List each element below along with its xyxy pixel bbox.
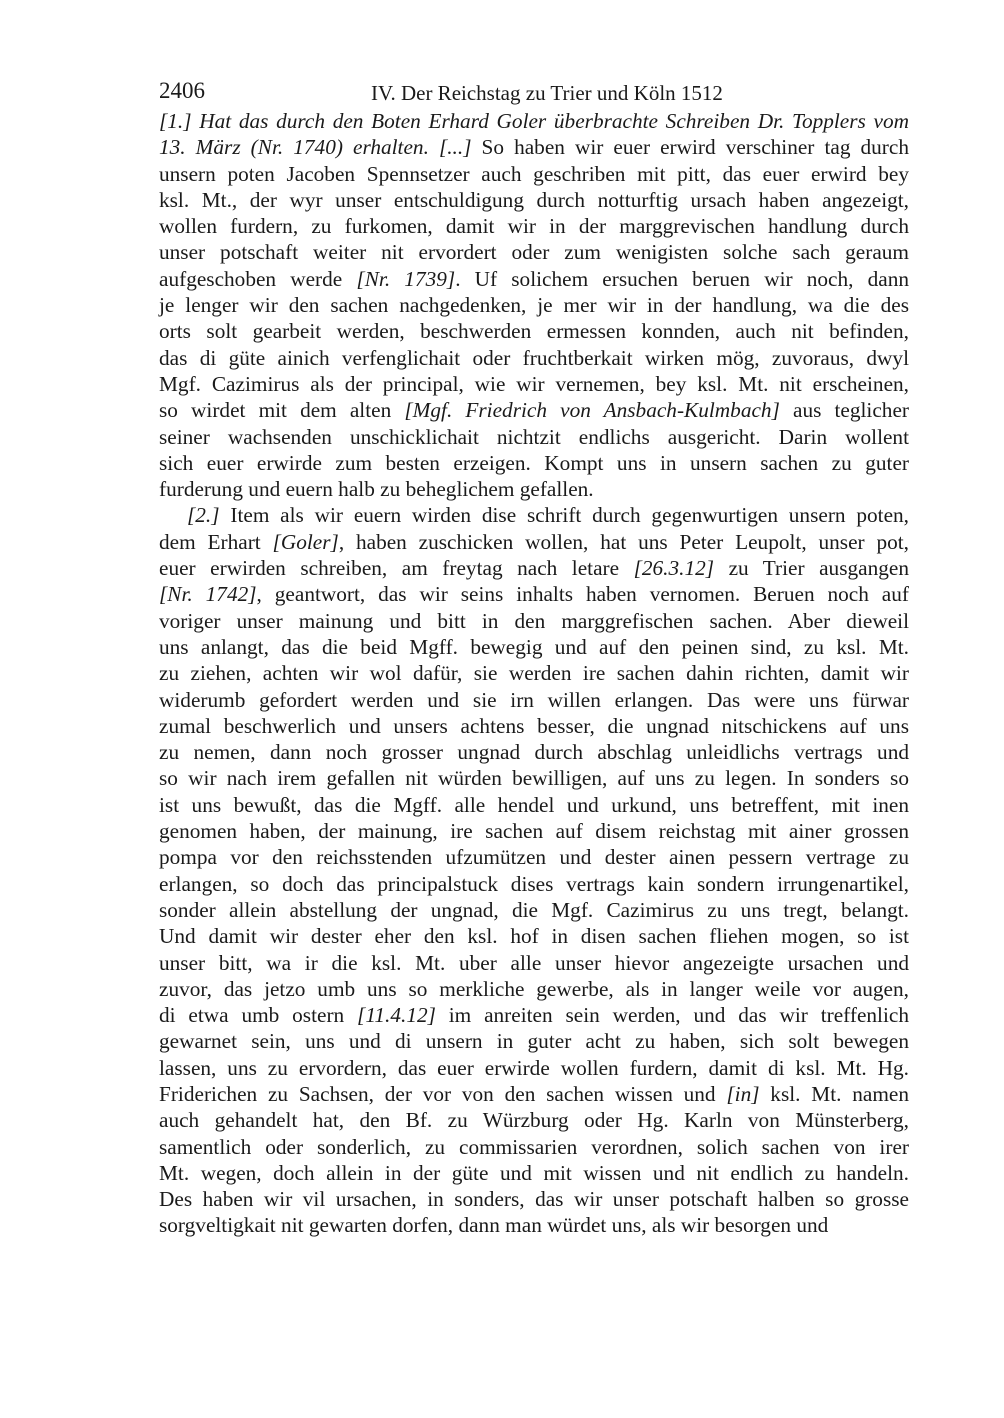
source-text: pompa vor den reichsstenden ufzumützen und dester ainen pessern vertrage zu (159, 845, 909, 870)
text-line (159, 634, 909, 660)
source-text: uns anlangt, das die beid Mgff. bewegig und auf den peinen sind, zu ksl. Mt. (159, 634, 909, 659)
source-text: je lenger wir den sachen nachgedenken, je mer wir in der handlung, wa die des (159, 293, 909, 318)
source-text: genomen haben, der mainung, ire sachen auf disem reichstag mit ainer grossen (159, 819, 909, 844)
source-text: Item als wir euern wirden dise schrift durch gegenwurtigen unsern poten, (219, 503, 909, 528)
text-line (159, 1055, 909, 1081)
text-line (159, 660, 909, 686)
text-line (159, 1186, 909, 1212)
editorial-italic-text: [1.] Hat das durch den Boten Erhard Goler überbrachte Schreiben Dr. Topplers vom (159, 109, 909, 133)
text-line (159, 450, 909, 476)
source-text: zu ziehen, achten wir wol dafür, sie werden ire sachen dahin richten, damit wir (159, 661, 909, 686)
source-text: ist uns bewußt, das die Mgff. alle hendel und urkund, uns betreffent, mit inen (159, 792, 909, 817)
text-line (159, 345, 909, 371)
text-line (159, 134, 909, 160)
running-title: IV. Der Reichstag zu Trier und Köln 1512 (371, 81, 723, 105)
editorial-italic-text: [Nr. 1739] (356, 266, 456, 291)
source-text: , haben zuschicken wollen, hat uns Peter Leupolt, unser pot, (338, 529, 909, 554)
source-text: erlangen, so doch das principalstuck dises vertrags kain sondern irrungenartikel, (159, 871, 909, 896)
text-line (159, 1081, 909, 1107)
source-text: ksl. Mt., der wyr unser entschuldigung durch notturftig ursach haben angezeigt, (159, 187, 909, 212)
text-line (159, 792, 909, 818)
text-line (159, 371, 909, 397)
text-line (159, 739, 909, 765)
text-line (159, 765, 909, 791)
source-text: so wirdet mit dem alten (159, 398, 405, 423)
paragraph (159, 502, 909, 1238)
source-text: Mt. wegen, doch allein in der güte und mit wissen und nit endlich zu handeln. (159, 1160, 909, 1185)
source-text: di etwa umb ostern (159, 1003, 358, 1028)
source-text: wollen furdern, zu furkomen, damit wir in der marggrevischen handlung durch (159, 214, 909, 239)
source-text: widerumb gefordert werden und sie irn willen erlangen. Das were uns fürwar (159, 687, 909, 712)
text-line (159, 897, 909, 923)
source-text: Und damit wir dester eher den ksl. hof in disen sachen fliehen mogen, so ist (159, 924, 909, 949)
text-line (159, 424, 909, 450)
source-text: aus teglicher (779, 398, 909, 423)
source-text: unser potschaft weiter nit ervordert oder zum wenigisten solche sach geraum (159, 240, 909, 265)
source-text: ksl. Mt. namen (759, 1081, 909, 1106)
text-line (159, 1002, 909, 1028)
source-text: . Uf solichem ersuchen beruen wir noch, dann (455, 266, 910, 291)
source-text: sorgveltigkait nit gewarten dorfen, dann man würdet uns, als wir besorgen und (159, 1213, 829, 1238)
source-text: seiner wachsenden unschicklichait nichtzit endlichs ausgericht. Darin wollent (159, 424, 909, 449)
editorial-italic-text: [11.4.12] (357, 1003, 436, 1028)
source-text: lassen, uns zu ervordern, das euer erwirde wollen furdern, damit di ksl. Mt. Hg. (159, 1055, 909, 1080)
text-line (159, 1107, 909, 1133)
source-text: zu nemen, dann noch grosser ungnad durch abschlag unleidlichs vertrags und (159, 740, 909, 765)
source-text: zumal beschwerlich und unsers achtens besser, die ungnad nitschickens auf uns (159, 713, 909, 738)
text-line (159, 976, 909, 1002)
editorial-italic-text: [Goler] (272, 529, 339, 554)
page-header (159, 78, 909, 108)
text-line (159, 1134, 909, 1160)
source-text: Mgf. Cazimirus als der principal, wie wir vernemen, bey ksl. Mt. nit erscheinen, (159, 371, 909, 396)
page-number: 2406 (159, 78, 205, 103)
body-text (159, 108, 909, 1239)
text-line (159, 1160, 909, 1186)
text-line (159, 239, 909, 265)
source-text: , geantwort, das wir seins inhalts haben vernomen. Beruen noch auf (256, 582, 909, 607)
source-text: so wir nach irem gefallen nit würden bewilligen, auf uns zu legen. In sonders so (159, 766, 909, 791)
document-page (159, 78, 909, 1239)
source-text: sich euer erwirde zum besten erzeigen. Kompt uns in unsern sachen zu guter (159, 450, 909, 475)
editorial-italic-text: 13. März (Nr. 1740) erhalten. [...] (159, 135, 472, 160)
editorial-italic-text: [26.3.12] (633, 556, 715, 581)
text-line (159, 318, 909, 344)
text-line (159, 266, 909, 292)
text-line (159, 950, 909, 976)
source-text: Friderichen zu Sachsen, der vor von den sachen wissen und (159, 1081, 727, 1106)
text-line (159, 187, 909, 213)
text-line (159, 818, 909, 844)
text-line (159, 871, 909, 897)
source-text: im anreiten sein werden, und das wir treffenlich (435, 1003, 909, 1028)
source-text: gewarnet sein, uns und di unsern in guter acht zu haben, sich solt bewegen (159, 1029, 909, 1054)
text-line (159, 1028, 909, 1054)
source-text: So haben wir euer erwird verschiner tag durch (471, 135, 909, 160)
editorial-italic-text: [Mgf. Friedrich von Ansbach-Kulmbach] (404, 398, 780, 423)
source-text: zuvor, das jetzo umb uns so merkliche gewerbe, als in langer weile vor augen, (159, 976, 909, 1001)
source-text: auch gehandelt hat, den Bf. zu Würzburg oder Hg. Karln von Münsterberg, (159, 1108, 909, 1133)
text-line (159, 844, 909, 870)
source-text: unsern poten Jacoben Spennsetzer auch geschriben mit pitt, das euer erwird bey (159, 161, 909, 186)
text-line (159, 476, 909, 502)
text-line (159, 397, 909, 423)
source-text: furderung und euern halb zu beheglichem gefallen. (159, 477, 594, 502)
text-line (159, 108, 909, 134)
source-text: voriger unser mainung und bitt in den marggrefischen sachen. Aber dieweil (159, 608, 909, 633)
text-line (159, 213, 909, 239)
text-line (159, 529, 909, 555)
text-line (159, 502, 909, 528)
text-line (159, 1212, 909, 1238)
text-line (159, 555, 909, 581)
text-line (159, 608, 909, 634)
source-text: samentlich oder sonderlich, zu commissarien verordnen, solich sachen von irer (159, 1134, 909, 1159)
text-line (159, 687, 909, 713)
text-line (159, 713, 909, 739)
source-text: dem Erhart (159, 529, 273, 554)
source-text: das di güte ainich verfenglichait oder fruchtberkait wirken mög, zuvoraus, dwyl (159, 345, 909, 370)
source-text: Des haben wir vil ursachen, in sonders, das wir unser potschaft halben so grosse (159, 1187, 909, 1212)
editorial-italic-text: [in] (726, 1081, 760, 1106)
text-line (159, 923, 909, 949)
source-text: orts solt gearbeit werden, beschwerden ermessen konnden, auch nit befinden, (159, 319, 909, 344)
text-line (159, 292, 909, 318)
text-line (159, 581, 909, 607)
source-text: zu Trier ausgangen (714, 556, 909, 581)
editorial-italic-text: [Nr. 1742] (159, 582, 257, 607)
editorial-italic-text: [2.] (187, 503, 220, 528)
source-text: unser bitt, wa ir die ksl. Mt. uber alle unser hievor angezeigte ursachen und (159, 950, 909, 975)
source-text: sonder allein abstellung der ungnad, die Mgf. Cazimirus zu uns tregt, belangt. (159, 897, 909, 922)
paragraph (159, 108, 909, 502)
source-text: euer erwirden schreiben, am freytag nach letare (159, 556, 634, 581)
source-text: aufgeschoben werde (159, 266, 357, 291)
text-line (159, 161, 909, 187)
